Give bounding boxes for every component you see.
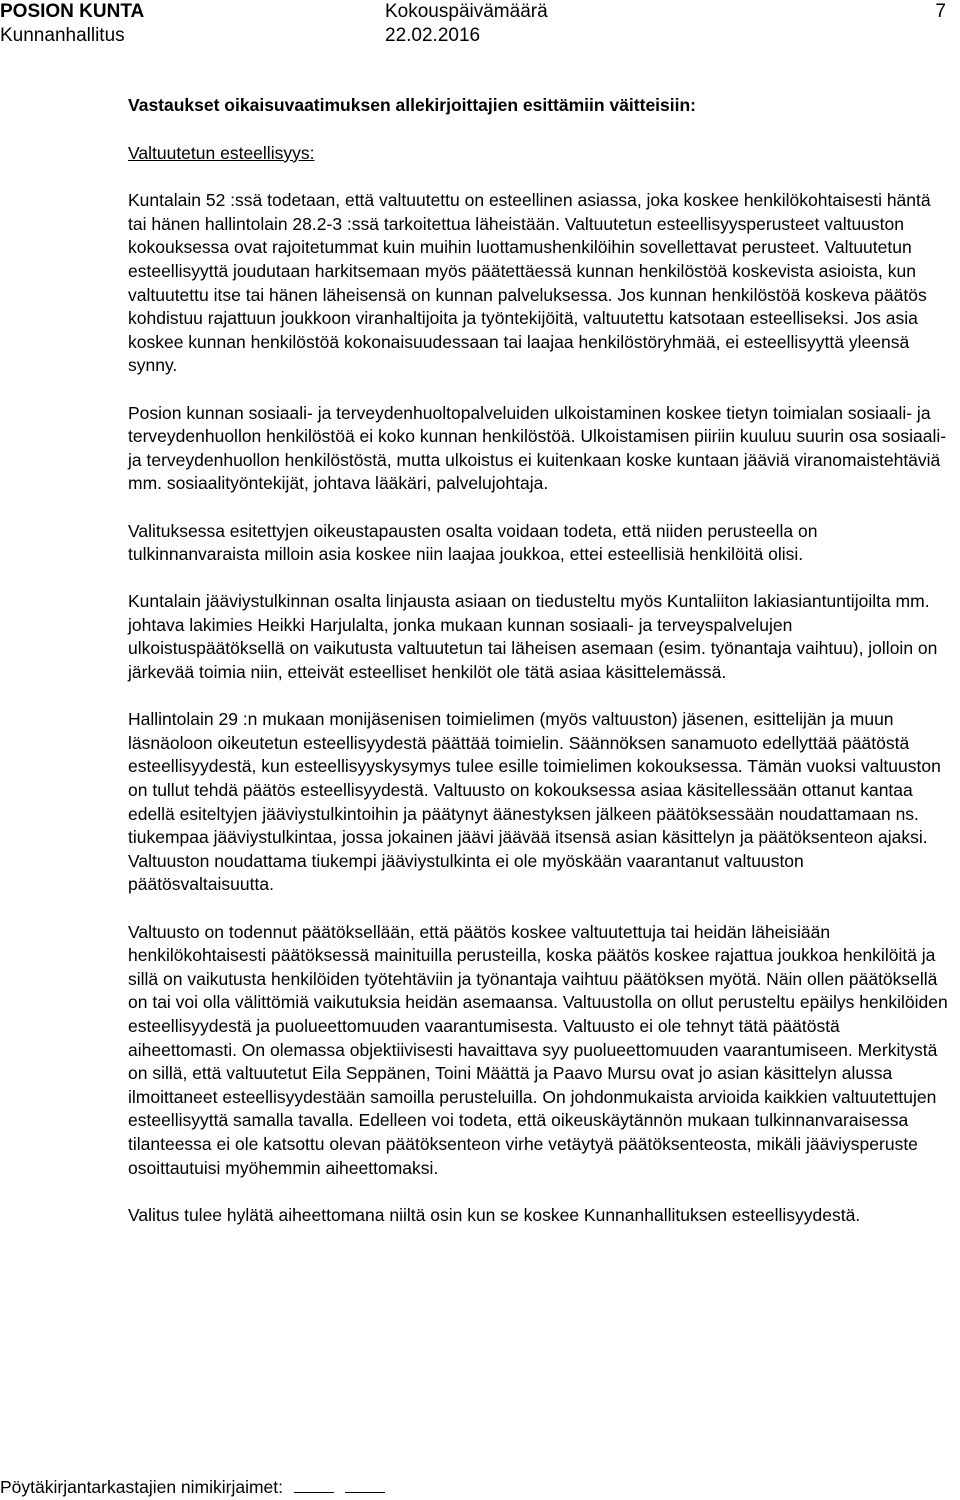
initials-label: Pöytäkirjantarkastajien nimikirjaimet: bbox=[0, 1477, 284, 1497]
header-row-2 bbox=[0, 24, 960, 48]
initials-blank-2 bbox=[345, 1478, 385, 1493]
paragraph-3: Valituksessa esitettyjen oikeustapausten osalta voidaan todeta, että niiden perusteella on tulkinnanvaraista milloin asia koskee niin laajaa joukkoa, ettei esteellisiä henkilöitä olisi. bbox=[128, 520, 818, 565]
paragraph-5: Hallintolain 29 :n mukaan monijäsenisen toimielimen (myös valtuuston) jäsenen, esittelijän ja muun läsnäoloon oikeutetun esteellisyydestä päättää toimielin. Säännöksen sanamuoto edellyttää päätöstä esteellisyydestä, kun esteellisyyskysymys tulee esille toimielimen kokouksessa. Tämän vuoksi valtuuston on tullut tehdä päätös esteellisyydestä. Valtuusto on kokouksessa asiaa käsitellessään ottanut kantaa edellä esiteltyjen jääviystulkintoihin ja päätynyt äänestyksen jälkeen päätöksessään noudattamaan ns. tiukempaa jääviystulkintaa, jossa jokainen jäävi jäävää itsensä asian käsittelyn ja päätöksenteon ajaksi. Valtuuston noudattama tiukempi jääviystulkinta ei ole myöskään vaarantanut valtuuston päätösvaltaisuutta. bbox=[128, 709, 941, 895]
meeting-date: 22.02.2016 bbox=[385, 25, 481, 46]
page-header bbox=[0, 0, 960, 48]
document-body bbox=[128, 94, 948, 1227]
paragraph-6: Valtuusto on todennut päätöksellään, että päätös koskee valtuutettuja tai heidän läheisiään henkilökohtaisesti päätöksessä mainituilla perusteilla, koska päätös koskee rajattua joukkoa henkilöitä ja sillä on vaikutusta henkilöiden työtehtäviin ja työnantaja vaihtuu päätöksen myötä. Näin ollen päätöksellä on tai voi olla välittömiä vaikutuksia heidän asemaansa. Valtuustolla on ollut perusteltu epäilys henkilöiden esteellisyydestä ja puolueettomuuden vaarantumisesta. Valtuusto ei ole tehnyt tätä päätöstä aiheettomasti. On olemassa objektiivisesti havaittava syy puolueettomuuden vaarantumiseen. Merkitystä on sillä, että valtuutetut Eila Seppänen, Toini Määttä ja Paavo Mursu ovat jo asian käsittelyn alussa ilmoittaneet esteellisyydestään samoilla perusteluilla. On johdonmukaista arvioida kaikkien valtuutettujen esteellisyyttä samalla tavalla. Edelleen voi todeta, että oikeuskäytännön mukaan tulkinnanvaraisessa tilanteessa ei ole katsottu olevan päätöksenteon virhe vetäytyä päätöksenteosta, mikäli jääviysperuste osoittautuisi myöhemmin aiheettomaksi. bbox=[128, 921, 948, 1178]
section-subheading: Valtuutetun esteellisyys: bbox=[128, 142, 315, 163]
body-name: Kunnanhallitus bbox=[0, 25, 125, 46]
paragraph-1: Kuntalain 52 :ssä todetaan, että valtuutettu on esteellinen asiassa, joka koskee henkilökohtaisesti häntä tai hänen hallintolain 28.2-3 :ssä tarkoitettua läheistään. Valtuutetun esteellisyysperusteet valtuuston kokouksessa ovat rajoitetummat kuin muihin luottamushenkilöihin sovellettavat perusteet. Valtuutetun esteellisyyttä joudutaan harkitsemaan myös päätettäessä kunnan henkilöstöä koskevista asioista, kun valtuutettu itse tai hänen läheisensä on kunnan palveluksessa. Jos kunnan henkilöstöä koskeva päätös kohdistuu rajattuun joukkoon viranhaltijoita ja työntekijöitä, valtuutettu katsotaan esteelliseksi. Jos asia koskee kunnan henkilöstöä kokonaisuudessaan tai laajaa henkilöstöryhmää, ei esteellisyyttä yleensä synny. bbox=[128, 190, 931, 376]
organization-name: POSION KUNTA bbox=[0, 1, 145, 22]
header-row-1 bbox=[0, 0, 960, 24]
page-number: 7 bbox=[935, 1, 946, 22]
paragraph-4: Kuntalain jääviystulkinnan osalta linjausta asiaan on tiedusteltu myös Kuntaliiton lakiasiantuntijoilta mm. johtava lakimies Heikki Harjulalta, jonka mukaan kunnan sosiaali- ja terveyspalvelujen ulkoistuspäätöksellä on vaikutusta valtuutetun tai läheisen asemaan (esim. työnantaja vaihtuu), jolloin on järkevää toimia niin, etteivät esteelliset henkilöt ole tätä asiaa käsittelemässä. bbox=[128, 591, 938, 683]
date-label: Kokouspäivämäärä bbox=[385, 1, 548, 22]
page-footer bbox=[0, 1476, 385, 1498]
initials-blank-1 bbox=[294, 1478, 334, 1493]
paragraph-2: Posion kunnan sosiaali- ja terveydenhuoltopalveluiden ulkoistaminen koskee tietyn toimialan sosiaali- ja terveydenhuollon henkilöstöä ei koko kunnan henkilöstöä. Ulkoistamisen piiriin kuuluu suurin osa sosiaali- ja terveydenhuollon henkilöstöstä, mutta ulkoistus ei kuitenkaan koske kuntaan jääviä viranomaistehtäviä mm. sosiaalityöntekijät, johtava lääkäri, palvelujohtaja. bbox=[128, 402, 947, 494]
paragraph-7: Valitus tulee hylätä aiheettomana niiltä osin kun se koskee Kunnanhallituksen esteellisyydestä. bbox=[128, 1204, 861, 1225]
document-heading: Vastaukset oikaisuvaatimuksen allekirjoittajien esittämiin väitteisiin: bbox=[128, 95, 697, 115]
